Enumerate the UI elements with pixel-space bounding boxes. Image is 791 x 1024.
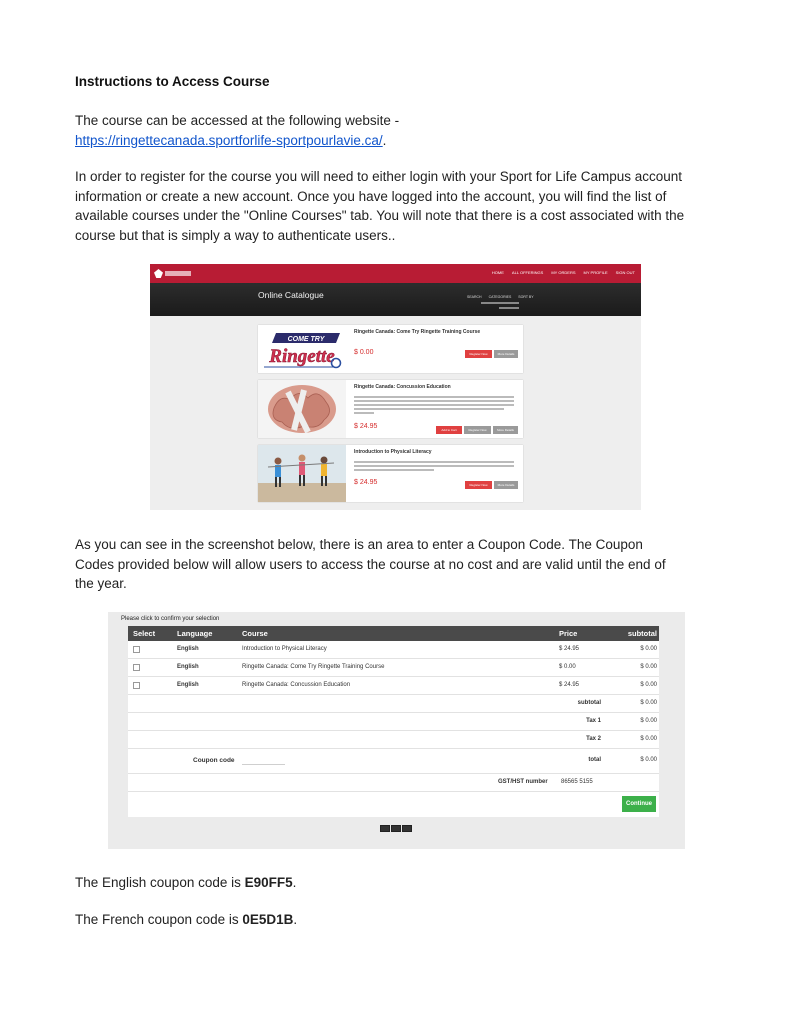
nav-sign-out[interactable]: SIGN OUT bbox=[615, 270, 635, 275]
more-details-button[interactable]: More Details bbox=[493, 426, 518, 434]
gst-label: GST/HST number bbox=[498, 779, 548, 785]
register-line: available courses under the "Online Courses" tab. You will note that there is a cost associated with the bbox=[75, 208, 685, 223]
course-description-line bbox=[354, 461, 514, 463]
ringette-logo bbox=[154, 269, 192, 279]
row-course: Ringette Canada: Come Try Ringette Training Course bbox=[242, 664, 385, 670]
coupon-total-row bbox=[128, 749, 659, 774]
french-coupon-code: 0E5D1B bbox=[242, 912, 294, 927]
english-code-line bbox=[75, 873, 725, 893]
course-website-link[interactable]: https://ringettecanada.sportforlife-sportpourlavie.ca/ bbox=[75, 132, 383, 148]
intro-paragraph bbox=[75, 111, 725, 150]
course-card bbox=[258, 380, 523, 438]
french-code-line bbox=[75, 910, 725, 930]
header-course: Course bbox=[242, 629, 268, 638]
english-code-suffix: . bbox=[292, 875, 297, 890]
total-label: total bbox=[588, 757, 601, 763]
document-heading: Instructions to Access Course bbox=[75, 74, 270, 89]
course-description-line bbox=[354, 396, 514, 398]
summary-label: subtotal bbox=[577, 700, 601, 706]
coupon-paragraph-line: As you can see in the screenshot below, there is an area to enter a Coupon Code. The Coupon bbox=[75, 537, 643, 552]
come-try-text: COME TRY bbox=[287, 336, 325, 343]
course-title: Introduction to Physical Literacy bbox=[354, 449, 432, 455]
cart-table bbox=[128, 626, 659, 817]
intro-link-period: . bbox=[382, 132, 387, 148]
pager-icon[interactable] bbox=[380, 825, 390, 832]
course-title: Ringette Canada: Concussion Education bbox=[354, 384, 451, 390]
register-now-button[interactable]: Register Now bbox=[465, 481, 492, 489]
french-code-suffix: . bbox=[293, 912, 298, 927]
register-line: course but that is simply a way to authenticate users.. bbox=[75, 227, 396, 243]
nav-my-profile[interactable]: MY PROFILE bbox=[583, 270, 608, 275]
row-language: English bbox=[177, 664, 199, 670]
table-row bbox=[128, 641, 659, 659]
add-to-cart-button[interactable]: Add to Cart bbox=[436, 426, 462, 434]
catalogue-title-band bbox=[150, 283, 641, 316]
catalogue-nav bbox=[492, 270, 635, 275]
cart-caption: Please click to confirm your selection bbox=[121, 616, 220, 622]
cart-screenshot bbox=[108, 612, 685, 849]
summary-row bbox=[128, 731, 659, 749]
row-subtotal: $ 0.00 bbox=[640, 646, 657, 652]
catalogue-top-bar bbox=[150, 264, 641, 283]
summary-label: Tax 2 bbox=[586, 736, 601, 742]
row-subtotal: $ 0.00 bbox=[640, 664, 657, 670]
header-price: Price bbox=[559, 629, 578, 638]
coupon-paragraph bbox=[75, 535, 725, 594]
summary-label: Tax 1 bbox=[586, 718, 601, 724]
course-description-line bbox=[354, 465, 514, 467]
row-price: $ 24.95 bbox=[559, 682, 580, 688]
table-row bbox=[128, 677, 659, 695]
pager-icons bbox=[380, 825, 412, 832]
summary-row bbox=[128, 713, 659, 731]
catalogue-subtext bbox=[481, 302, 519, 304]
more-details-button[interactable]: More Details bbox=[494, 350, 518, 358]
row-subtotal: $ 0.00 bbox=[640, 682, 657, 688]
header-language: Language bbox=[177, 629, 213, 638]
coupon-code-label: Coupon code bbox=[193, 757, 235, 764]
summary-value: $ 0.00 bbox=[640, 700, 657, 706]
course-price: $ 24.95 bbox=[354, 479, 378, 486]
summary-value: $ 0.00 bbox=[640, 718, 657, 724]
course-description-line bbox=[354, 400, 514, 402]
french-code-prefix: The French coupon code is bbox=[75, 912, 243, 927]
register-line: In order to register for the course you will need to either login with your Sport for Life Campus account bbox=[75, 169, 683, 184]
row-price: $ 0.00 bbox=[559, 664, 576, 670]
link-sort-by[interactable]: SORT BY bbox=[518, 295, 534, 299]
row-language: English bbox=[177, 682, 199, 688]
select-checkbox[interactable] bbox=[133, 646, 140, 653]
continue-row bbox=[128, 792, 659, 817]
register-line: information or create a new account. Once you have logged into the account, you will find the list of bbox=[75, 188, 667, 204]
register-paragraph bbox=[75, 167, 725, 245]
course-title: Ringette Canada: Come Try Ringette Training Course bbox=[354, 329, 481, 335]
total-value: $ 0.00 bbox=[640, 757, 657, 763]
course-price: $ 24.95 bbox=[354, 423, 378, 430]
row-language: English bbox=[177, 646, 199, 652]
catalogue-title: Online Catalogue bbox=[258, 290, 324, 300]
header-select: Select bbox=[133, 629, 156, 638]
brain-image bbox=[258, 380, 346, 438]
english-coupon-code: E90FF5 bbox=[244, 875, 293, 890]
link-categories[interactable]: CATEGORIES bbox=[488, 295, 512, 299]
course-card bbox=[258, 325, 523, 373]
intro-text: The course can be accessed at the following website - bbox=[75, 113, 400, 128]
table-row bbox=[128, 659, 659, 677]
continue-button[interactable]: Continue bbox=[622, 796, 656, 812]
row-course: Ringette Canada: Concussion Education bbox=[242, 682, 351, 688]
select-checkbox[interactable] bbox=[133, 682, 140, 689]
row-price: $ 24.95 bbox=[559, 646, 580, 652]
gst-row bbox=[128, 774, 659, 792]
coupon-paragraph-line: the year. bbox=[75, 576, 127, 591]
link-search[interactable]: SEARCH bbox=[467, 295, 482, 299]
cart-header-row bbox=[128, 626, 659, 641]
summary-row bbox=[128, 695, 659, 713]
gst-number: 86565 5155 bbox=[561, 779, 593, 785]
header-subtotal: subtotal bbox=[627, 629, 657, 638]
come-try-ringette-logo bbox=[258, 325, 346, 373]
course-description-line bbox=[354, 412, 374, 414]
course-description-line bbox=[354, 404, 514, 406]
catalogue-links bbox=[467, 295, 534, 299]
summary-value: $ 0.00 bbox=[640, 736, 657, 742]
catalogue-screenshot bbox=[150, 264, 641, 510]
row-course: Introduction to Physical Literacy bbox=[242, 646, 327, 652]
coupon-code-input[interactable] bbox=[242, 753, 285, 765]
english-code-prefix: The English coupon code is bbox=[75, 875, 245, 890]
course-description-line bbox=[354, 469, 434, 471]
kids-exercising-image bbox=[258, 445, 346, 502]
course-description-line bbox=[354, 408, 504, 410]
pager-icon[interactable] bbox=[391, 825, 401, 832]
nav-home[interactable]: HOME bbox=[491, 270, 504, 275]
ringette-script-text: Ringette bbox=[269, 346, 335, 367]
register-now-button[interactable]: Register Now bbox=[465, 350, 492, 358]
select-checkbox[interactable] bbox=[133, 664, 140, 671]
more-details-button[interactable]: More Details bbox=[494, 481, 518, 489]
course-card bbox=[258, 445, 523, 502]
coupon-paragraph-line: Codes provided below will allow users to access the course at no cost and are valid until the end of bbox=[75, 556, 666, 572]
course-price: $ 0.00 bbox=[354, 349, 374, 356]
register-now-button[interactable]: Register Now bbox=[464, 426, 491, 434]
nav-all-offerings[interactable]: ALL OFFERINGS bbox=[511, 270, 544, 275]
nav-my-orders[interactable]: MY ORDERS bbox=[551, 270, 576, 275]
pager-icon[interactable] bbox=[402, 825, 412, 832]
catalogue-subtext bbox=[499, 307, 519, 309]
